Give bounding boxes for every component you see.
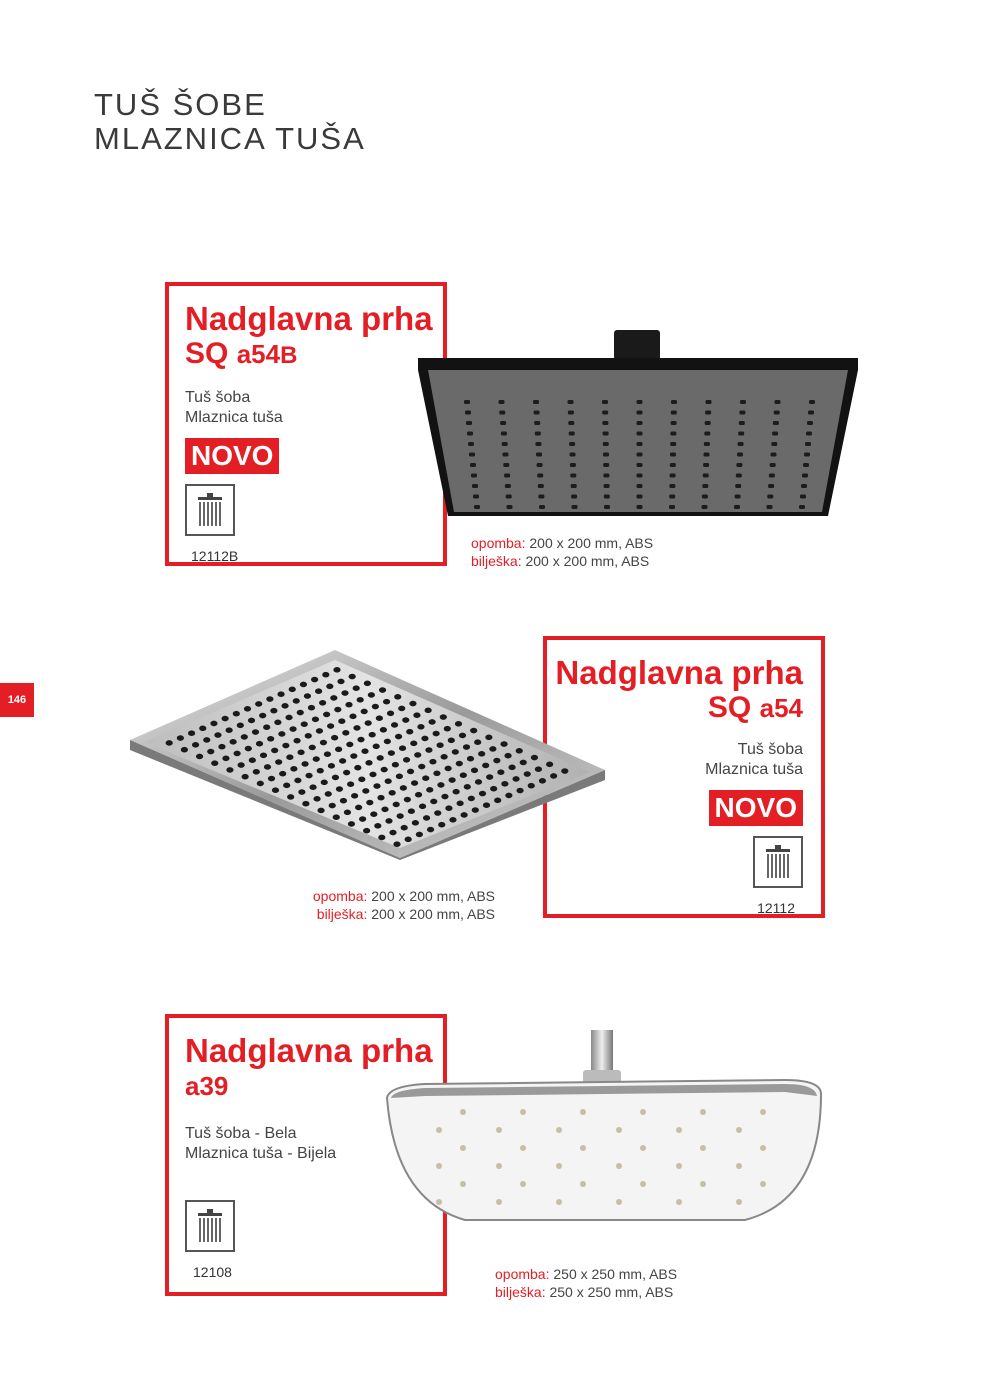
note-label: opomba:: [312, 888, 368, 904]
model-main: a54: [759, 693, 803, 723]
novo-badge: NOVO: [185, 438, 279, 474]
note-label: bilješka:: [316, 906, 368, 922]
product-title: Nadglavna prha: [185, 1032, 433, 1069]
note-label: opomba:: [495, 1266, 550, 1282]
page-title-line1: TUŠ ŠOBE: [94, 87, 267, 122]
model-prefix: SQ: [185, 337, 237, 370]
note-value: 200 x 200 mm, ABS: [525, 535, 654, 551]
subtitle-line2: Mlaznica tuša: [705, 761, 803, 778]
product-model: [185, 336, 443, 374]
subtitle-line2: Mlaznica tuša: [185, 409, 283, 426]
model-main: a39: [185, 1071, 229, 1101]
note-value: 200 x 200 mm, ABS: [521, 553, 650, 569]
product-note: [471, 534, 653, 570]
product-code: 12112: [757, 900, 795, 916]
model-prefix: SQ: [707, 691, 760, 724]
subtitle-line2: Mlaznica tuša - Bijela: [185, 1145, 337, 1162]
page-title-line2: MLAZNICA TUŠA: [94, 121, 366, 156]
page-number: 146: [0, 683, 34, 717]
model-suffix: B: [280, 342, 298, 369]
note-value: 250 x 250 mm, ABS: [545, 1284, 674, 1300]
product-image-chrome-square-shower: [130, 650, 605, 865]
product-note: [300, 887, 495, 923]
shower-head-icon: [753, 836, 803, 888]
model-main: a54: [236, 339, 281, 369]
product-image-white-shower: [385, 1030, 825, 1230]
note-label: bilješka:: [495, 1284, 546, 1300]
page-title: [94, 88, 366, 156]
novo-badge: NOVO: [709, 790, 803, 826]
shower-head-icon: [185, 484, 235, 536]
product-card-12112b: [165, 282, 447, 566]
shower-head-icon: [185, 1200, 235, 1252]
note-value: 250 x 250 mm, ABS: [549, 1266, 678, 1282]
note-label: bilješka:: [471, 553, 522, 569]
product-subtitle: [185, 388, 443, 428]
product-title: Nadglavna prha: [555, 654, 803, 691]
product-note: [495, 1265, 677, 1301]
note-label: opomba:: [471, 535, 526, 551]
note-value: 200 x 200 mm, ABS: [367, 906, 495, 922]
subtitle-line1: Tuš šoba - Bela: [185, 1125, 297, 1142]
product-code: 12108: [193, 1264, 232, 1280]
subtitle-line1: Tuš šoba: [185, 389, 251, 406]
subtitle-line1: Tuš šoba: [737, 741, 803, 758]
product-image-black-square-shower: [418, 330, 858, 525]
product-title: Nadglavna prha: [185, 300, 433, 337]
note-value: 200 x 200 mm, ABS: [367, 888, 495, 904]
product-code: 12112B: [191, 548, 239, 564]
